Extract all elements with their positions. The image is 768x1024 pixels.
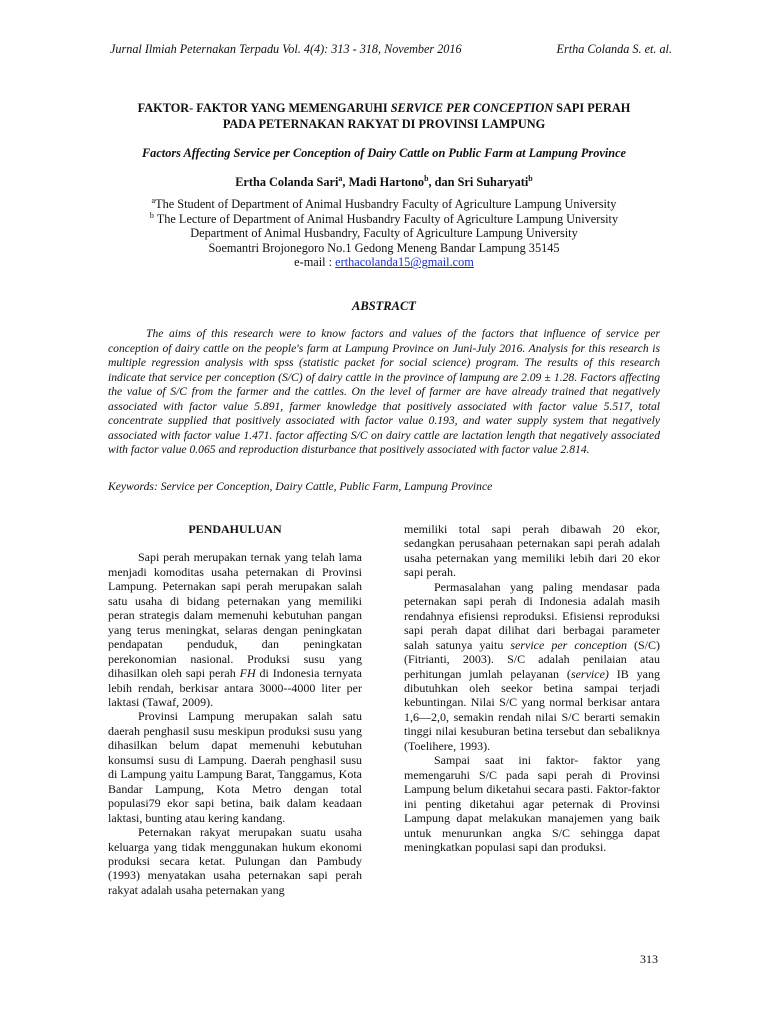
author-list: Ertha Colanda Sari$^a$, Madi Hartono$^b$, dan Sri Suharyati$^b$ — [235, 173, 533, 189]
section-heading-pendahuluan: PENDAHULUAN — [188, 522, 282, 536]
right-column — [404, 522, 660, 854]
department-line: Department of Animal Husbandry, Faculty of Agriculture Lampung University — [190, 226, 578, 241]
abstract-body: The aims of this research were to know factors and values of the factors that influence of service per conception of dairy cattle on the people's farm at Lampung Province on Juni-July 2016. Analysis for this research is multiple regression analysis with spss (statistic packet for social science) program. The results of this research indicate that service per conception (S/C) of dairy cattle in the province of lampung are 2.09 ± 1.28. Factors affecting the value of S/C from the farmer and the cattles. On the level of farmer are have already trained that negatively associated with factor value 5.891, farmer knowledge that positively associated with factor value 5.517, total concentrate supplied that positively associated with factor value 0.193, and water supply system that negatively associated with factor value 1.471. factor affecting S/C on dairy cattle are lactation length that negatively associated with factor value 0.065 and reproduction disturbance that positively associated with factor value 2.814. — [108, 327, 660, 456]
title-italic-term: SERVICE PER CONCEPTION — [390, 101, 554, 115]
running-header — [110, 42, 672, 57]
address-line: Soemantri Brojonegoro No.1 Gedong Meneng Bandar Lampung 35145 — [208, 240, 560, 255]
paragraph: Peternakan rakyat merupakan suatu usaha keluarga yang tidak menggunakan hukum ekonomi produksi secara ketat. Pulungan dan Pambudy (1993) menyatakan usaha peternakan sapi perah rakyat adalah usaha peternakan yang — [108, 825, 362, 897]
email-line: e-mail : erthacolanda15@gmail.com — [294, 255, 474, 270]
journal-citation: Jurnal Ilmiah Peternakan Terpadu Vol. 4(4): 313 - 318, November 2016 — [110, 42, 462, 56]
paper-title: FAKTOR- FAKTOR YANG MEMENGARUHI SERVICE PER CONCEPTION SAPI PERAH PADA PETERNAKAN RAKYAT DI PROVINSI LAMPUNG — [137, 101, 631, 131]
affiliation-a: $^a$The Student of Department of Animal Husbandry Faculty of Agriculture Lampung University — [151, 195, 617, 211]
paragraph: Provinsi Lampung merupakan salah satu daerah penghasil susu meskipun produksi susu yang dihasilkan belum dapat memenuhi kebutuhan konsumsi susu di Lampung. Daerah penghasil susu di Lampung yaitu Lampung Barat, Tanggamus, Kota Bandar Lampung, Kota Metro dengan total populasi79 ekor sapi betina, baik dalam keadaan laktasi, bunting atau kering kandang. — [108, 709, 362, 825]
running-authors: Ertha Colanda S. et. al. — [556, 42, 672, 56]
title-line-2: PADA PETERNAKAN RAKYAT DI PROVINSI LAMPUNG — [222, 117, 546, 131]
affiliations — [60, 197, 708, 270]
paragraph: memiliki total sapi perah dibawah 20 ekor, sedangkan perusahaan peternakan sapi perah adalah usaha peternakan yang memiliki lebih dari 20 ekor sapi perah. — [404, 522, 660, 580]
email-link[interactable]: erthacolanda15@gmail.com — [335, 255, 474, 270]
paragraph: Permasalahan yang paling mendasar pada peternakan sapi perah di Indonesia adalah masih rendahnya efisiensi reproduksi. Efisiensi reproduksi sapi perah dapat dilihat dari berbagai parameter salah satunya yaitu service per conception (S/C) (Fitrianti, 2003). S/C adalah penilaian atau perhitungan jumlah pelayanan (service) IB yang dibutuhkan oleh seekor betina sampai terjadi kebuntingan. Nilai S/C yang normal berkisar antara 1,6—2,0, semakin rendah nilai S/C berarti semakin tinggi nilai kesuburan betina tersebut dan sebaliknya (Toelihere, 1993). — [404, 579, 661, 753]
abstract-heading: ABSTRACT — [352, 299, 416, 313]
english-title: Factors Affecting Service per Conception of Dairy Cattle on Public Farm at Lampung Province — [141, 146, 626, 160]
page-number: 313 — [640, 952, 658, 966]
paragraph: Sapi perah merupakan ternak yang telah lama menjadi komoditas usaha peternakan di Provinsi Lampung. Peternakan sapi perah merupakan salah satu usaha di bidang peternakan yang memiliki peran strategis dalam memenuhi kebutuhan pangan yang terus meningkat, selaras dengan peningkatan pendapatan penduduk, dan peningkatan perekonomian nasional. Produksi susu yang dihasilkan oleh sapi perah FH di Indonesia ternyata lebih rendah, berkisar antara 3000--4000 liter per laktasi (Tawaf, 2009). — [108, 550, 362, 709]
left-column — [108, 522, 362, 897]
affiliation-b: $^b$ The Lecture of Department of Animal Husbandry Faculty of Agriculture Lampung University — [149, 210, 619, 226]
paragraph: Sampai saat ini faktor- faktor yang memengaruhi S/C pada sapi perah di Provinsi Lampung belum diketahui secara pasti. Faktor-faktor ini penting diketahui agar peternak di Provinsi Lampung dapat melakukan manajemen yang baik untuk menurunkan angka S/C sehingga dapat meningkatkan populasi sapi dan produksi. — [404, 753, 660, 854]
keywords: Keywords: Service per Conception, Dairy Cattle, Public Farm, Lampung Province — [108, 480, 493, 493]
